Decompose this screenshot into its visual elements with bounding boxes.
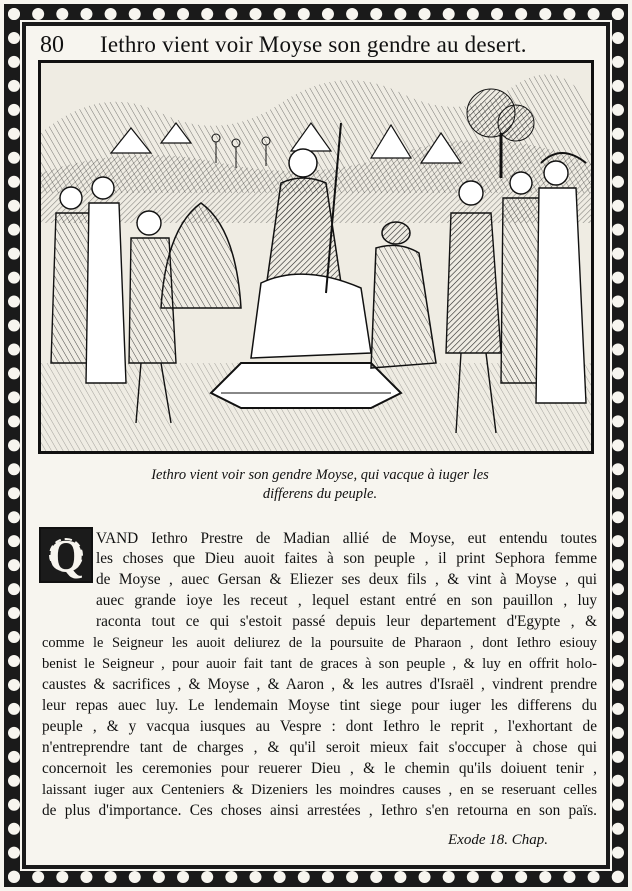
body-line: raconta tout ce qui s'estoit passé depuis leur departement d'Egypte , & — [96, 613, 597, 630]
body-line: concernoit les ceremonies pour reuerer Dieu , & le chemin qu'ils doiuent tenir , — [42, 760, 597, 777]
drop-cap — [39, 527, 93, 583]
scripture-reference: Exode 18. Chap. — [448, 832, 548, 848]
page-title: Iethro vient voir Moyse son gendre au desert. — [100, 32, 527, 57]
illustration-caption — [100, 466, 540, 504]
body-line: VAND Iethro Prestre de Madian allié de Moyse, eut entendu toutes — [96, 530, 597, 547]
caption-line: differens du peuple. — [262, 486, 378, 502]
body-line: comme le Seigneur les auoit deliurez de la poursuite de Pharaon , dont Iethro esiouy — [42, 635, 597, 651]
body-line: n'entreprendre tant de charges , & qu'il seroit mieux fait s'occuper à chose qui — [42, 739, 597, 756]
body-line: les choses que Dieu auoit faites à son peuple , il print Sephora femme — [96, 550, 597, 567]
body-line: leur repas auec luy. Le lendemain Moyse tint siege pour iuger les differens du — [42, 697, 597, 714]
body-line: de Moyse , auec Gersan & Eliezer ses deux fils , & vint à Moyse , qui — [96, 571, 597, 588]
body-line: de plus d'importance. Ces choses ainsi arrestées , Iethro s'en retourna en son païs. — [42, 802, 597, 819]
body-line: laissant iuger aux Centeniers & Dizeniers les moindres causes , en se reseruant celles — [42, 782, 597, 798]
woodcut-illustration — [38, 60, 594, 454]
body-line: auec grande ioye les receut , lequel estant entré en son pauillon , luy — [96, 592, 597, 609]
caption-line: Iethro vient voir son gendre Moyse, qui vacque à iuger les — [151, 467, 489, 483]
rosette-ornament-icon — [49, 538, 83, 572]
drop-cap-letter: Q — [48, 529, 84, 581]
body-line: caustes & sacrifices , & Moyse , & Aaron , & les autres d'Israël , vindrent prendre — [42, 676, 597, 693]
page-number: 80 — [40, 32, 64, 58]
body-line: benist le Seigneur , pour auoir fait tant de graces à son peuple , & luy en offrit holo- — [42, 656, 597, 672]
body-line: peuple , & y vacqua iusques au Vespre : dont Iethro le reprit , l'exhortant de — [42, 718, 597, 735]
